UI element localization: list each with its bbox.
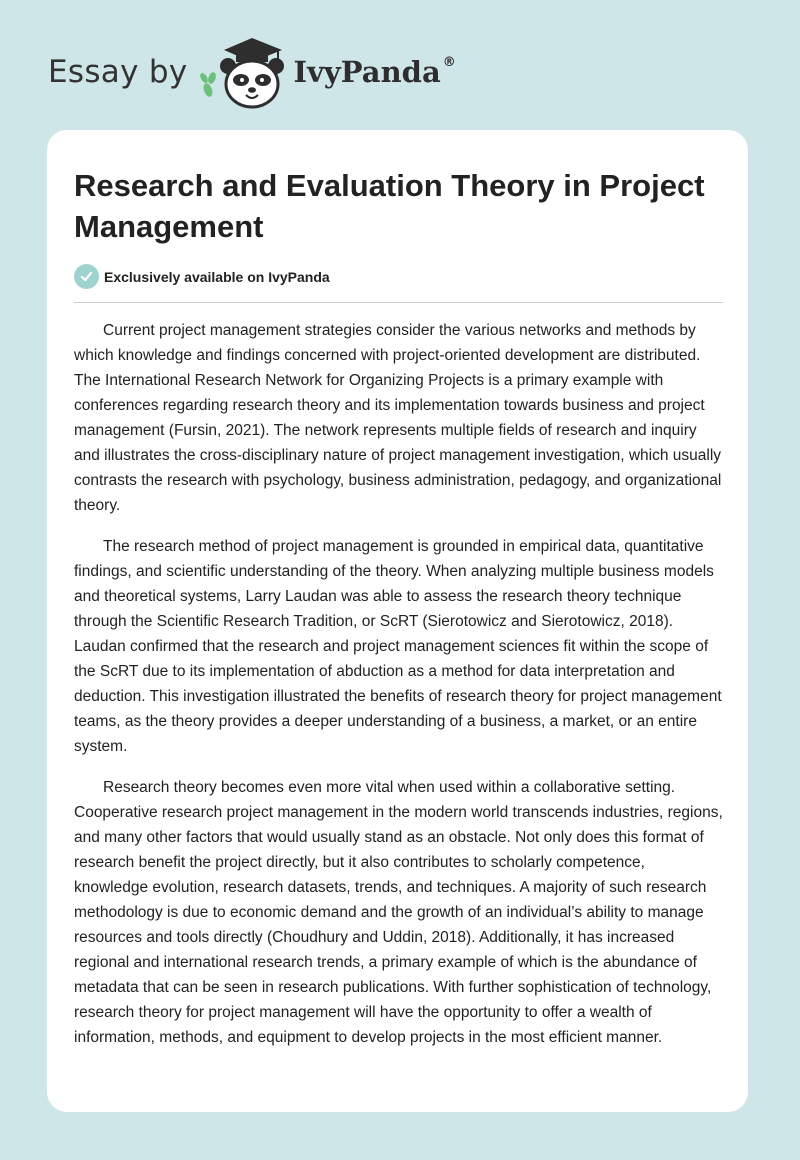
article-title: Research and Evaluation Theory in Project Management [74, 168, 705, 244]
panda-graduate-icon [198, 32, 290, 112]
paragraph: Current project management strategies consider the various networks and methods by which knowledge and findings concerned with project-oriented development are distributed. The International Research Network for Organizing Projects is a primary example with conferences regarding research theory and its implementation towards business and project management (Fursin, 2021). The network represents multiple fields of research and inquiry and illustrates the cross-disciplinary nature of project management investigation, which usually contrasts the research with psychology, business administration, pedagogy, and organizational theory. [74, 322, 722, 514]
essay-by-label: Essay by [48, 54, 188, 90]
article-card [47, 130, 748, 1112]
exclusive-label: Exclusively available on IvyPanda [104, 268, 330, 285]
site-header [48, 32, 456, 112]
article-body [74, 318, 723, 1066]
check-icon [74, 264, 99, 289]
brand-logo[interactable] [294, 55, 456, 89]
divider [74, 302, 723, 303]
brand-name: IvyPanda [293, 55, 441, 89]
exclusive-badge [74, 264, 330, 289]
registered-mark: ® [442, 55, 456, 70]
paragraph: Research theory becomes even more vital when used within a collaborative setting. Cooperative research project management in the modern world transcends industries, regions, and many other factors that would usually stand as an obstacle. Not only does this format of research benefit the project directly, but it also contributes to scholarly competence, knowledge evolution, research datasets, trends, and techniques. A majority of such research methodology is due to economic demand and the growth of an individual’s ability to manage resources and tools directly (Choudhury and Uddin, 2018). Additionally, it has increased regional and international research trends, a primary example of which is the abundance of metadata that can be seen in research publications. With further sophistication of technology, research theory for project management will have the opportunity to offer a wealth of information, methods, and equipment to develop projects in the most efficient manner. [74, 779, 723, 1046]
paragraph: The research method of project management is grounded in empirical data, quantitative findings, and scientific understanding of the theory. When analyzing multiple business models and theoretical systems, Larry Laudan was able to assess the research theory technique through the Scientific Research Tradition, or ScRT (Sierotowicz and Sierotowicz, 2018). Laudan confirmed that the research and project management sciences fit within the scope of the ScRT due to its implementation of abduction as a method for data interpretation and deduction. This investigation illustrated the benefits of research theory for project management teams, as the theory provides a deeper understanding of a business, a market, or an entire system. [74, 538, 722, 755]
